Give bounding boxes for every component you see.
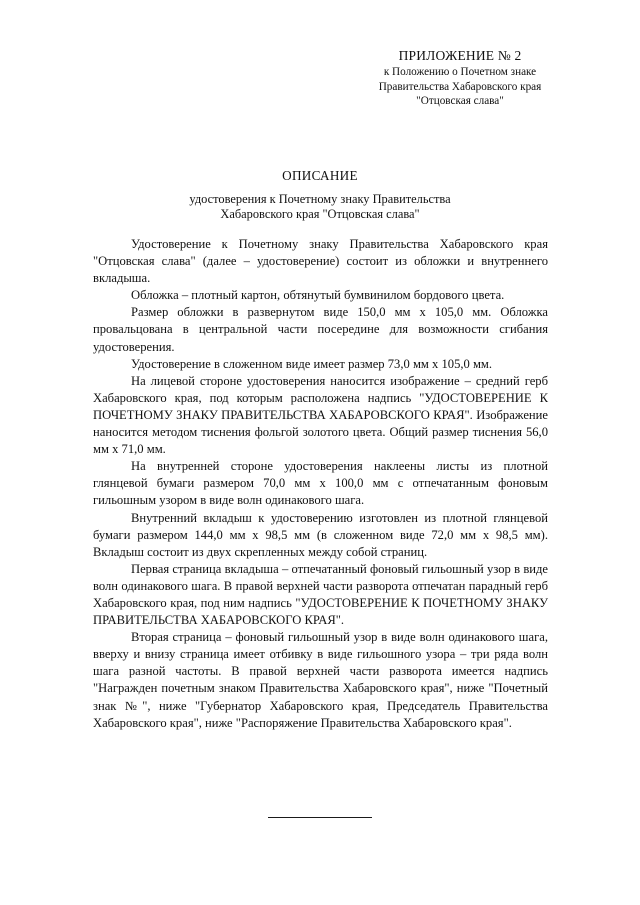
appendix-header (330, 48, 590, 108)
paragraph: На внутренней стороне удостоверения наклеены листы из плотной глянцевой бумаги размером 70,0 мм х 100,0 мм с отпечатанным фоновым гильошным узором в виде волн одинакового шага. (93, 459, 548, 508)
paragraph: Внутренний вкладыш к удостоверению изготовлен из плотной глянцевой бумаги размером 144,0 мм х 98,5 мм (в сложенном виде 72,0 мм х 98,5 мм). Вкладыш состоит из двух скрепленных между собой страниц. (93, 510, 548, 559)
paragraph: Вторая страница – фоновый гильошный узор в виде волн одинакового шага, вверху и внизу страница имеет отбивку в виде гильошного узора – три ряда волн шага разной частоты. В правой верхней части разворота имеется надпись "Награжден почетным знаком Правительства Хабаровского края", ниже "Почетный знак №", ниже "Губернатор Хабаровского края, Председатель Правительства Хабаровского края", ниже "Распоряжение Правительства Хабаровского края". (93, 630, 548, 730)
paragraph: Размер обложки в развернутом виде 150,0 мм х 105,0 мм. Обложка провальцована в центральной части посередине для возможности сгибания удостоверения. (93, 305, 548, 354)
document-title-block (0, 168, 640, 221)
footer-divider (268, 817, 372, 818)
document-body (93, 236, 548, 732)
paragraph: Обложка – плотный картон, обтянутый бумвинилом бордового цвета. (131, 288, 505, 303)
appendix-reference-line-3: "Отцовская слава" (416, 95, 504, 108)
paragraph: Удостоверение в сложенном виде имеет размер 73,0 мм х 105,0 мм. (131, 356, 493, 371)
paragraph: Первая страница вкладыша – отпечатанный фоновый гильошный узор в виде волн одинакового шага. В правой верхней части разворота отпечатан парадный герб Хабаровского края, под ним надпись "УДОСТОВЕРЕНИЕ К ПОЧЕТНОМУ ЗНАКУ ПРАВИТЕЛЬСТВА ХАБАРОВСКОГО КРАЯ". (93, 561, 548, 628)
paragraph: На лицевой стороне удостоверения наносится изображение – средний герб Хабаровского края, под которым расположена надпись "УДОСТОВЕРЕНИЕ К ПОЧЕТНОМУ ЗНАКУ ПРАВИТЕЛЬСТВА ХАБАРОВСКОГО КРАЯ". Изображение наносится методом тиснения фольгой золотого цвета. Общий размер тиснения 56,0 мм х 71,0 мм. (93, 373, 548, 457)
page-subtitle-line-2: Хабаровского края "Отцовская слава" (220, 206, 420, 221)
appendix-reference-line-1: к Положению о Почетном знаке (383, 66, 537, 78)
appendix-reference-line-2: Правительства Хабаровского края (378, 80, 542, 93)
page-subtitle-line-1: удостоверения к Почетному знаку Правительства (189, 192, 451, 206)
paragraph: Удостоверение к Почетному знаку Правительства Хабаровского края "Отцовская слава" (далее – удостоверение) состоит из обложки и внутреннего вкладыша. (93, 237, 548, 286)
appendix-number: ПРИЛОЖЕНИЕ № 2 (398, 48, 522, 63)
page-title: ОПИСАНИЕ (282, 168, 358, 183)
